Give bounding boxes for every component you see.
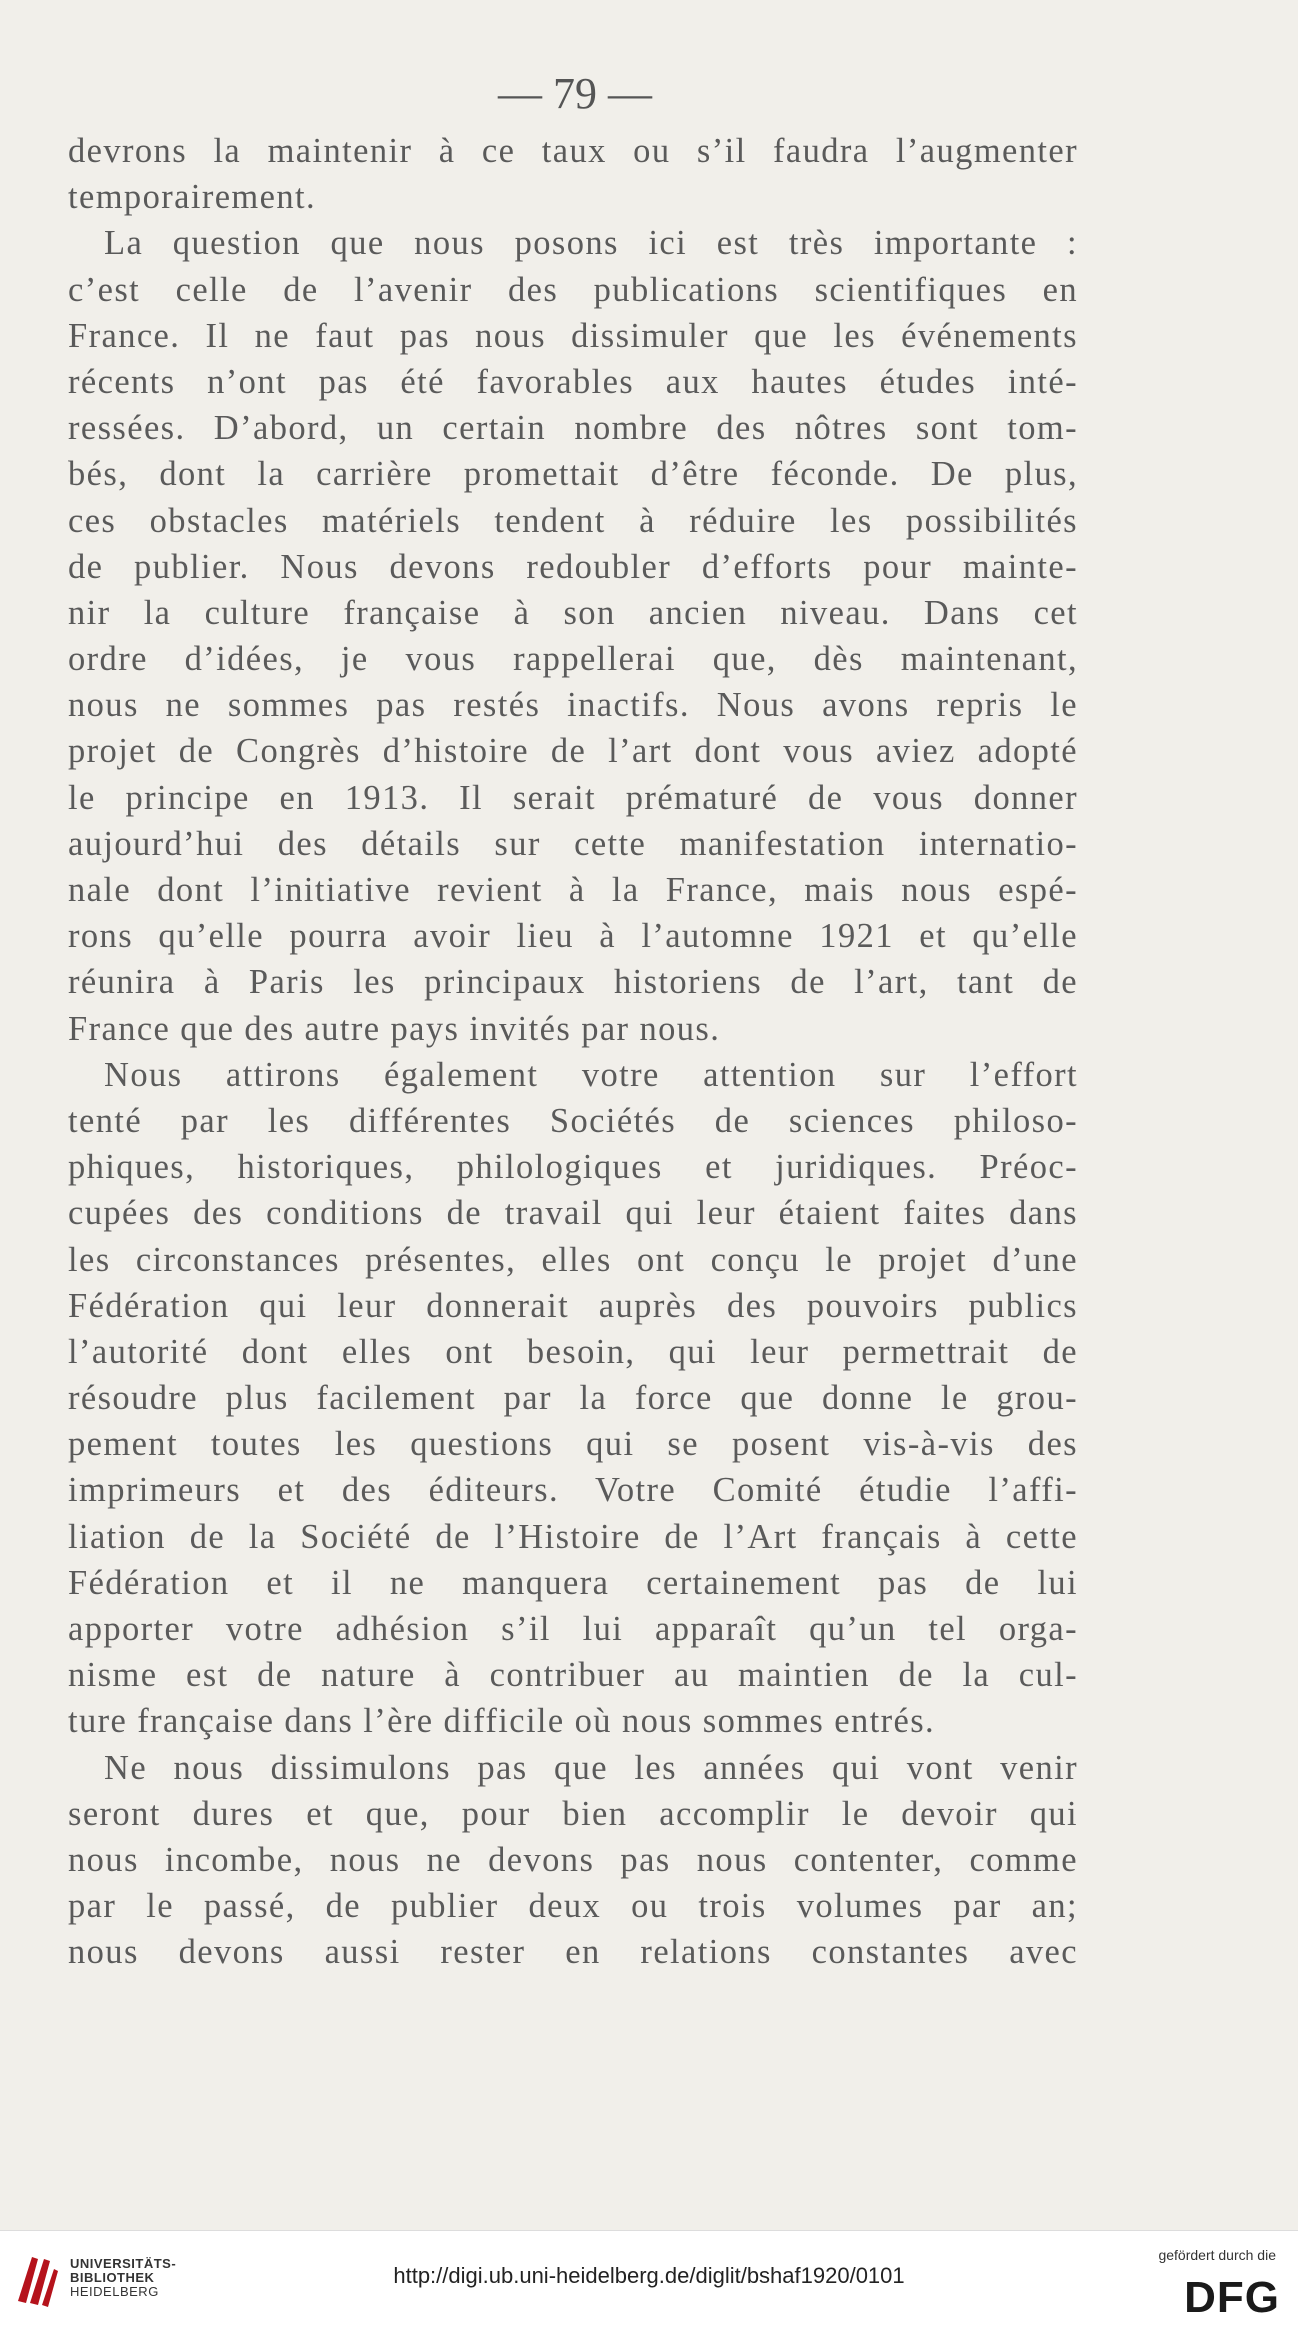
text-line: nale dont l’initiative revient à la France, mais nous espé-	[68, 871, 1078, 909]
text-line: bés, dont la carrière promettait d’être féconde. De plus,	[68, 455, 1078, 494]
library-logo-line: BIBLIOTHEK	[70, 2270, 155, 2285]
text-line: France que des autre pays invités par nous.	[68, 1009, 721, 1048]
dfg-logo: DFG	[1184, 2273, 1280, 2322]
text-line: rons qu’elle pourra avoir lieu à l’automne 1921 et qu’elle	[68, 917, 1078, 956]
text-line: apporter votre adhésion s’il lui apparaît qu’un tel orga-	[68, 1610, 1078, 1648]
text-line: France. Il ne faut pas nous dissimuler que les événements	[68, 316, 1078, 355]
text-line: l’autorité dont elles ont besoin, qui leur permettrait de	[68, 1332, 1078, 1371]
text-line: seront dures et que, pour bien accomplir le devoir qui	[68, 1794, 1078, 1833]
library-logo-line: UNIVERSITÄTS-	[70, 2256, 177, 2271]
funding-caption: gefördert durch die	[1158, 2247, 1276, 2263]
text-line: nisme est de nature à contribuer au maintien de la cul-	[68, 1656, 1078, 1695]
text-line: les circonstances présentes, elles ont conçu le projet d’une	[68, 1240, 1078, 1279]
text-line: Nous attirons également votre attention sur l’effort	[104, 1055, 1078, 1094]
text-line: projet de Congrès d’histoire de l’art dont vous aviez adopté	[68, 732, 1078, 771]
text-line: ordre d’idées, je vous rappellerai que, dès maintenant,	[68, 640, 1078, 679]
text-line: temporairement.	[68, 178, 317, 217]
text-line: cupées des conditions de travail qui leur étaient faites dans	[68, 1194, 1078, 1233]
text-line: La question que nous posons ici est très importante :	[104, 224, 1078, 263]
text-line: de publier. Nous devons redoubler d’efforts pour mainte-	[68, 547, 1078, 586]
text-line: imprimeurs et des éditeurs. Votre Comité étudie l’affi-	[68, 1471, 1078, 1510]
text-line: nous incombe, nous ne devons pas nous contenter, comme	[68, 1840, 1078, 1879]
text-line: ces obstacles matériels tendent à réduire les possibilités	[68, 501, 1078, 540]
text-line: nous ne sommes pas restés inactifs. Nous avons repris le	[68, 686, 1078, 725]
text-line: liation de la Société de l’Histoire de l’Art français à cette	[68, 1517, 1078, 1556]
digital-library-url[interactable]: http://digi.ub.uni-heidelberg.de/diglit/bshaf1920/0101	[393, 2263, 905, 2288]
library-logo-line: HEIDELBERG	[70, 2284, 159, 2299]
text-line: nir la culture française à son ancien niveau. Dans cet	[68, 593, 1078, 632]
page-number: — 79 —	[498, 69, 652, 118]
text-line: tenté par les différentes Sociétés de sciences philoso-	[68, 1101, 1078, 1140]
body-text	[68, 128, 1078, 1976]
text-line: récents n’ont pas été favorables aux hautes études inté-	[68, 362, 1078, 401]
text-line: ressées. D’abord, un certain nombre des nôtres sont tom-	[68, 409, 1078, 448]
text-line: c’est celle de l’avenir des publications scientifiques en	[68, 270, 1078, 309]
text-line: le principe en 1913. Il serait prématuré de vous donner	[68, 778, 1078, 817]
text-line: ture française dans l’ère difficile où nous sommes entrés.	[68, 1702, 936, 1741]
text-line: par le passé, de publier deux ou trois volumes par an;	[68, 1887, 1078, 1926]
text-line: résoudre plus facilement par la force que donne le grou-	[68, 1379, 1078, 1418]
text-line: devrons la maintenir à ce taux ou s’il faudra l’augmenter	[68, 132, 1078, 170]
text-line: pement toutes les questions qui se posent vis-à-vis des	[68, 1425, 1078, 1464]
text-line: Fédération et il ne manquera certainement pas de lui	[68, 1563, 1078, 1602]
footer-bar	[0, 2230, 1298, 2326]
text-line: phiques, historiques, philologiques et juridiques. Préoc-	[68, 1148, 1078, 1187]
text-line: Fédération qui leur donnerait auprès des pouvoirs publics	[68, 1286, 1078, 1325]
text-line: nous devons aussi rester en relations constantes avec	[68, 1933, 1078, 1972]
text-line: Ne nous dissimulons pas que les années qui vont venir	[104, 1748, 1078, 1787]
text-line: aujourd’hui des détails sur cette manifestation internatio-	[68, 824, 1078, 863]
text-line: réunira à Paris les principaux historiens de l’art, tant de	[68, 963, 1078, 1002]
